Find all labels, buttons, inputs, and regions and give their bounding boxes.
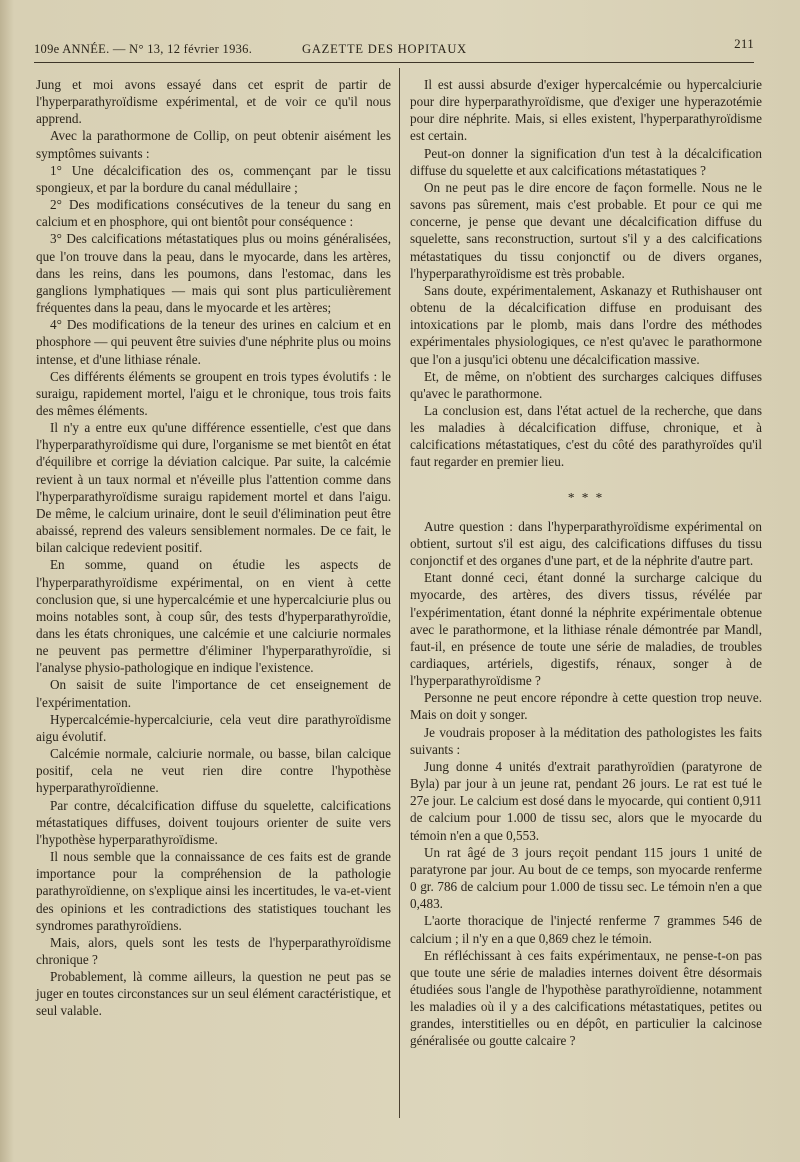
paragraph: Jung donne 4 unités d'extrait parathyroïdien (paratyrone de Byla) par jour à un jeune rat, pendant 26 jours. Le rat est tué le 27e jour. Le calcium est dosé dans le myocarde, qui contient 0,911 de calcium pour 1.000 de tissu sec, alors que le myocarde du témoin n'en a que 0,553.: [410, 758, 762, 843]
paragraph: Un rat âgé de 3 jours reçoit pendant 115 jours 1 unité de paratyrone par jour. Au bout de ce temps, son myocarde renferme 0 gr. 786 de calcium pour 1.000 de tissu sec. Le témoin n'en a que 0,483.: [410, 844, 762, 912]
section-separator: * * *: [567, 489, 605, 505]
paragraph: Peut-on donner la signification d'un test à la décalcification diffuse du squelette et aux calcifications métastatiques ?: [410, 145, 762, 178]
paragraph: Personne ne peut encore répondre à cette question trop neuve. Mais on doit y songer.: [410, 690, 762, 723]
right-column: [410, 76, 762, 1050]
paragraph: Il nous semble que la connaissance de ces faits est de grande importance pour la compréhension de la pathologie parathyroïdienne, on s'explique ainsi les incertitudes, le va-et-vient des opinions et les contradictions des statistiques touchant les syndromes parathyroïdiens.: [36, 849, 391, 933]
paragraph: Il est aussi absurde d'exiger hypercalcémie ou hypercalciurie pour dire hyperparathyroïdisme, que d'exiger une hyperazotémie pour dire néphrite. Mais, si elles existent, l'hyperparathyroïdisme est certain.: [410, 77, 762, 144]
paragraph: Jung et moi avons essayé dans cet esprit de partir de l'hyperparathyroïdisme expérimental, et de voir ce qu'il nous apprend.: [36, 77, 391, 127]
paragraph: Ces différents éléments se groupent en trois types évolutifs : le suraigu, rapidement mortel, l'aigu et le chronique, tous trois faits des mêmes éléments.: [36, 368, 391, 418]
paragraph: Sans doute, expérimentalement, Askanazy et Ruthishauser ont obtenu de la décalcification diffuse en produisant des intoxications par le plomb, mais dans l'ordre des méthodes expérimentales physiologiques, ce n'est qu'avec le parathormone que l'on a jusqu'ici obtenu une décalcification massive.: [410, 282, 762, 367]
paragraph: En somme, quand on étudie les aspects de l'hyperparathyroïdisme expérimental, on en vient à cette conclusion que, si une hypercalcémie et une hypercalciurie plus ou moins notables sont, à coup sûr, des tests d'hyperparathyroïdie, dans les états chroniques, une calcémie et une calciurie normales ne peuvent pas permettre d'éliminer l'hyperparathyroïdie, si l'analyse physio-pathologique en indique l'existence.: [36, 557, 391, 676]
header-rule: [34, 62, 754, 63]
column-divider: [399, 68, 400, 1118]
paragraph: 1° Une décalcification des os, commençant par le tissu spongieux, et par la bordure du canal médullaire ;: [36, 162, 391, 195]
left-column: [36, 76, 391, 1020]
paragraph: 4° Des modifications de la teneur des urines en calcium et en phosphore — qui peuvent être suivies d'une néphrite plus ou moins intense, et d'une lithiase rénale.: [36, 317, 391, 367]
paragraph: Probablement, là comme ailleurs, la question ne peut pas se juger en toutes circonstances sur un seul élément caractéristique, et seul valable.: [36, 969, 391, 1019]
page-header: [34, 36, 754, 58]
paragraph: La conclusion est, dans l'état actuel de la recherche, que dans les maladies à décalcification diffuse, chronique, et à calcifications métastatiques, c'est du côté des parathyroïdes qu'il faut regarder en premier lieu.: [410, 402, 762, 470]
paragraph: 2° Des modifications consécutives de la teneur du sang en calcium et en phosphore, qui ont bientôt pour conséquence :: [36, 197, 391, 230]
paragraph: L'aorte thoracique de l'injecté renferme 7 grammes 546 de calcium ; il n'y en a que 0,869 chez le témoin.: [410, 913, 762, 946]
paragraph: Et, de même, on n'obtient des surcharges calciques diffuses qu'avec le parathormone.: [410, 368, 762, 401]
paragraph: On ne peut pas le dire encore de façon formelle. Nous ne le savons pas sûrement, mais c'est probable. Et pour ce qui me concerne, je pense que devant une décalcification diffuse du squelette, sans reconstruction, surtout s'il y a des calcifications métastatiques du tissu conjonctif ou de divers organes, l'hyperparathyroïdisme est très probable.: [410, 179, 762, 281]
paragraph: Par contre, décalcification diffuse du squelette, calcifications métastatiques diffuses, doivent toujours orienter de suite vers l'hypothèse hyperparathyroïdisme.: [36, 797, 391, 847]
paragraph: Calcémie normale, calciurie normale, ou basse, bilan calcique positif, cela ne veut rien dire contre l'hypothèse hyperparathyroïdienne.: [36, 746, 391, 796]
paragraph: Il n'y a entre eux qu'une différence essentielle, c'est que dans l'hyperparathyroïdisme qui dure, l'organisme se met bientôt en état d'équilibre et corrige la déviation calcique. Par suite, la calcémie revient à un taux normal et n'éveille plus l'attention comme dans l'hyperparathyroïdisme suraigu rapidement mortel et dans l'aigu. De même, le calcium urinaire, dont le seuil d'élimination peut être abaissé, reprend des valeurs sensiblement normales. De ce fait, le bilan calcique redevient positif.: [36, 420, 391, 556]
paragraph: En réfléchissant à ces faits expérimentaux, ne pense-t-on pas que toute une série de maladies internes doivent être désormais étudiées sous l'angle de l'hypothèse parathyroïdienne, notamment les maladies où il y a des calcifications métastatiques, petites ou grandes, interstitielles ou en dépôt, en particulier la calcinose généralisée ou goutte calcaire ?: [410, 947, 762, 1049]
issue-info: 109e ANNÉE. — N° 13, 12 février 1936.: [34, 42, 253, 56]
paragraph: Autre question : dans l'hyperparathyroïdisme expérimental on obtient, surtout s'il est aigu, des calcifications diffuses du tissu conjonctif et des organes d'une part, et de la néphrite d'autre part.: [410, 518, 762, 569]
paragraph: Avec la parathormone de Collip, on peut obtenir aisément les symptômes suivants :: [36, 128, 391, 161]
paragraph: Mais, alors, quels sont les tests de l'hyperparathyroïdisme chronique ?: [36, 934, 391, 967]
paragraph: 3° Des calcifications métastatiques plus ou moins généralisées, que l'on trouve dans la peau, dans le myocarde, dans les artères, dans les reins, dans les poumons, dans l'estomac, dans les ganglions lymphatiques — mais qui sont plus particulièrement fréquentes dans la peau, dans le myocarde et les artères;: [36, 231, 391, 316]
paragraph: Je voudrais proposer à la méditation des pathologistes les faits suivants :: [410, 724, 762, 757]
paragraph: Hypercalcémie-hypercalciurie, cela veut dire parathyroïdisme aigu évolutif.: [36, 711, 391, 744]
paragraph: Etant donné ceci, étant donné la surcharge calcique du myocarde, des artères, des divers tissus, révélée par l'expérimentation, étant donné la néphrite expérimentale obtenue avec le parathormone, et la lithiase rénale démontrée par Mandl, faut-il, en présence de toute une série de maladies, de troubles cardiaques, artériels, digestifs, rénaux, songer à de l'hyperparathyroïdisme ?: [410, 570, 762, 689]
page-number: 211: [734, 36, 754, 51]
journal-title: GAZETTE DES HOPITAUX: [302, 42, 467, 56]
paragraph: On saisit de suite l'importance de cet enseignement de l'expérimentation.: [36, 677, 391, 710]
